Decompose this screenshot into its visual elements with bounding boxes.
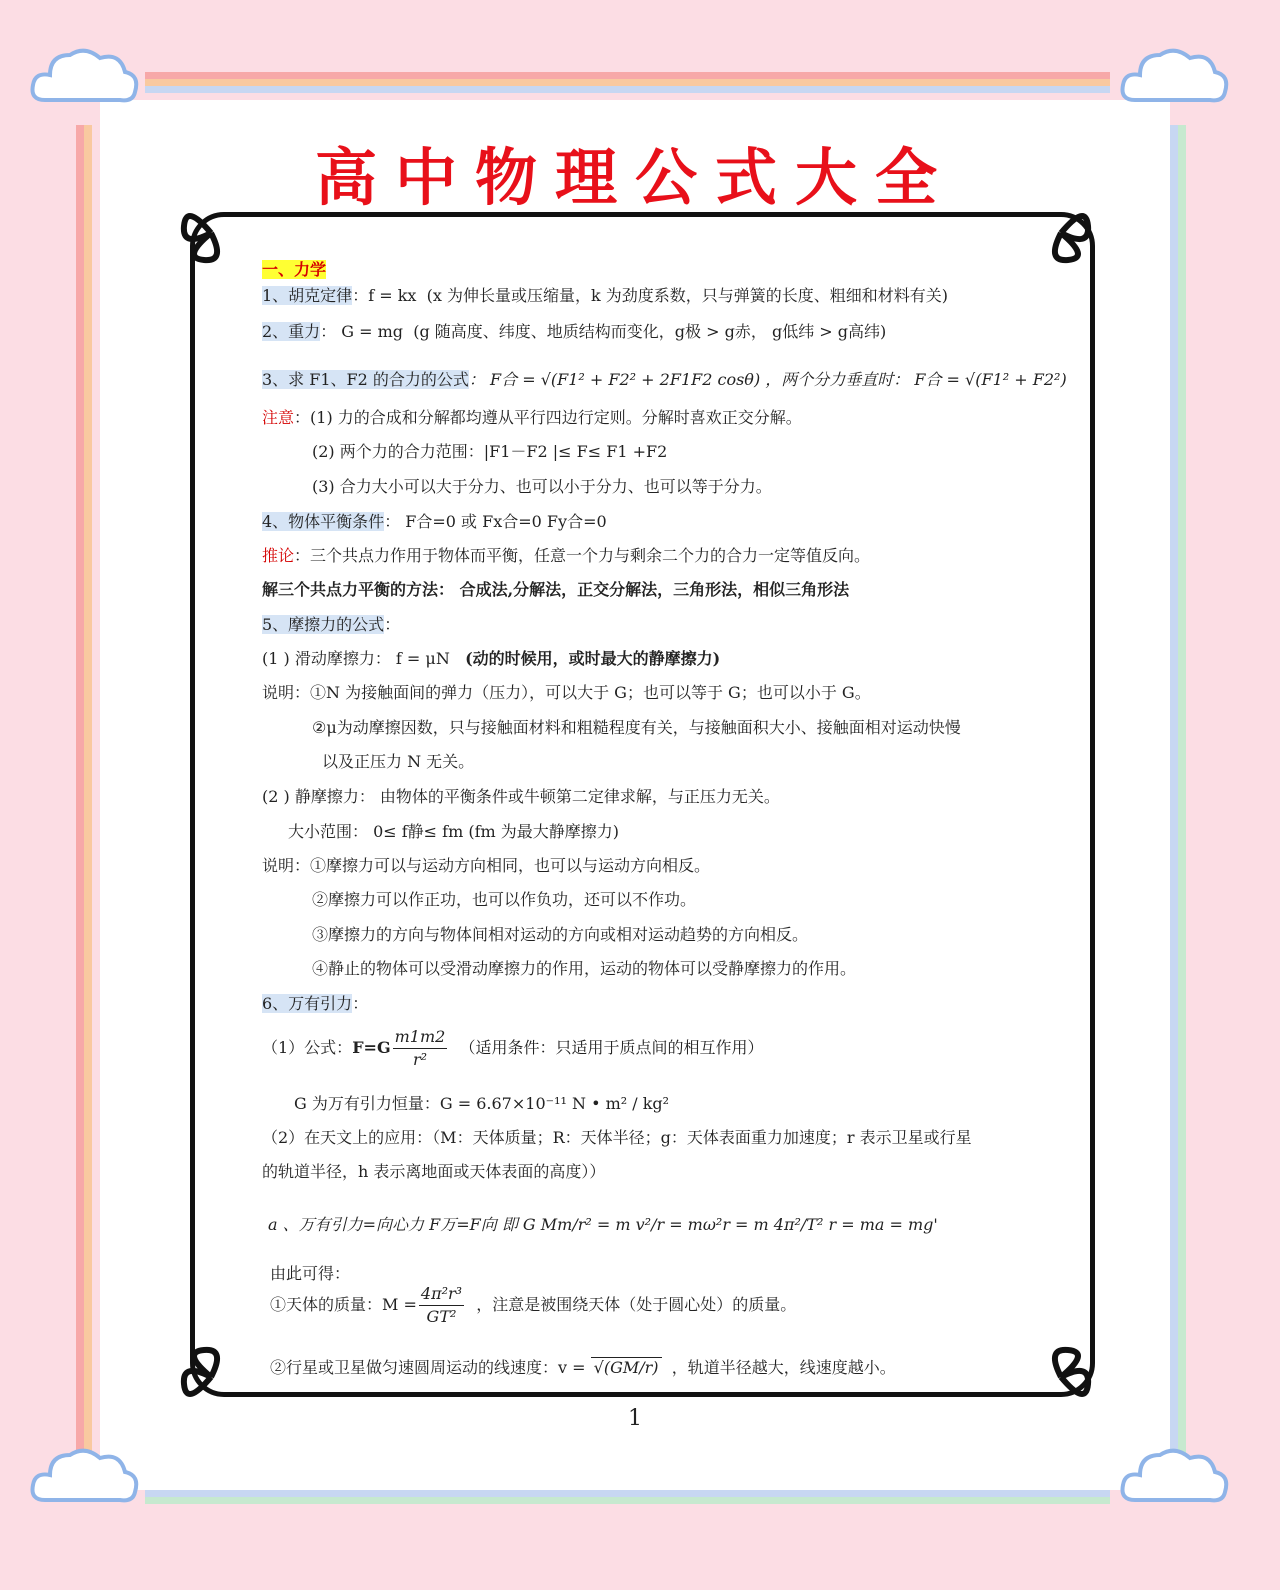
range-line: 大小范围： 0≤ f静≤ fm (fm 为最大静摩擦力) [288, 822, 620, 841]
stripe-right-1 [1170, 125, 1178, 1465]
g-constant-line: G 为万有引力恒量：G = 6.67×10⁻¹¹ N • m² / kg² [294, 1094, 670, 1113]
cloud-icon [1115, 40, 1235, 120]
page-number: 1 [628, 1406, 642, 1431]
kinetic-friction-line: (1 ) 滑动摩擦力： f = μN (动的时候用，或时最大的静摩擦力) [262, 649, 721, 668]
cloud-icon [25, 40, 145, 120]
page-title: 高中物理公式大全 [314, 141, 955, 214]
gravitation-formula-line: （1）公式：F=G $\frac{m1m2}{\text{r²}}$ （适用条件：只适用于质点间的相互作用） [262, 1027, 764, 1069]
stripe-left-2 [84, 125, 92, 1465]
desc-line-1: 说明：①N 为接触面间的弹力（压力），可以大于 G；也可以等于 G；也可以小于 G。 [262, 683, 871, 702]
knot-ornament-icon [176, 198, 246, 268]
knot-ornament-icon [1026, 198, 1096, 268]
derive-line: 由此可得： [270, 1264, 351, 1283]
inference-line: 推论：三个共点力作用于物体而平衡，任意一个力与剩余二个力的合力一定等值反向。 [262, 546, 871, 565]
desc-line-5: ③摩擦力的方向与物体间相对运动的方向或相对运动趋势的方向相反。 [312, 925, 809, 944]
desc-line-2b: 以及正压力 N 无关。 [322, 752, 475, 771]
friction-heading: 5、摩擦力的公式： [262, 615, 401, 634]
desc-line-6: ④静止的物体可以受滑动摩擦力的作用，运动的物体可以受静摩擦力的作用。 [312, 959, 857, 978]
velocity-line: ②行星或卫星做匀速圆周运动的线速度：v = √(GM/r) ，轨道半径越大，线速度越小。 [270, 1358, 896, 1377]
static-friction-line: (2 ) 静摩擦力： 由物体的平衡条件或牛顿第二定律求解，与正压力无关。 [262, 787, 780, 806]
equilibrium-line: 4、物体平衡条件： F合=0 或 Fx合=0 Fy合=0 [262, 512, 607, 531]
astronomy-line-b: 的轨道半径，h 表示离地面或天体表面的高度）） [262, 1162, 606, 1181]
hooke-law-line: 1、胡克定律：f = kx (x 为伸长量或压缩量，k 为劲度系数，只与弹簧的长度、粗细和材料有关) [262, 286, 948, 305]
mass-line: ①天体的质量：M = $\frac{\text{4π²r³}}{\text{GT²}}$ ，注意是被围绕天体（处于圆心处）的质量。 [270, 1284, 797, 1326]
gravitation-heading: 6、万有引力： [262, 994, 369, 1013]
stripe-top-3 [145, 86, 1110, 93]
cloud-icon [25, 1440, 145, 1520]
stripe-right-2 [1178, 125, 1186, 1465]
astronomy-line: （2）在天文上的应用：（M：天体质量；R：天体半径；g：天体表面重力加速度；r 表示卫星或行星 [262, 1128, 972, 1147]
stripe-top-1 [145, 72, 1110, 79]
fraction: $\frac{m1m2}{\text{r²}}$ [394, 1027, 446, 1069]
centripetal-line: a 、万有引力=向心力 F万=F向 即 G Mm/r² = m v²/r = mω²r = m 4π²/T² r = ma = mg' [268, 1215, 938, 1234]
resultant-force-line: 3、求 F1、F2 的合力的公式： F合 = √(F1² + F2² + 2F1F2 cosθ) ，两个分力垂直时： F合 = √(F1² + F2²) [262, 370, 1067, 389]
section-heading: 一、力学 [262, 260, 327, 279]
stripe-bottom-2 [145, 1497, 1110, 1504]
stripe-top-2 [145, 79, 1110, 86]
desc-line-2: ②μ为动摩擦因数，只与接触面材料和粗糙程度有关，与接触面积大小、接触面相对运动快慢 [312, 718, 961, 737]
method-line: 解三个共点力平衡的方法： 合成法,分解法，正交分解法，三角形法，相似三角形法 [262, 580, 850, 599]
desc-line-3: 说明：①摩擦力可以与运动方向相同，也可以与运动方向相反。 [262, 856, 711, 875]
note-line-3: (3) 合力大小可以大于分力、也可以小于分力、也可以等于分力。 [312, 477, 772, 496]
note-line-1: 注意：(1) 力的合成和分解都均遵从平行四边行定则。分解时喜欢正交分解。 [262, 408, 802, 427]
fraction: $\frac{\text{4π²r³}}{\text{GT²}}$ [420, 1284, 463, 1326]
gravity-line: 2、重力： G = mg (g 随高度、纬度、地质结构而变化，g极 > g赤， g低纬 > g高纬) [262, 322, 887, 341]
desc-line-4: ②摩擦力可以作正功，也可以作负功，还可以不作功。 [312, 890, 697, 909]
note-line-2: (2) 两个力的合力范围：|F1－F2 |≤ F≤ F1 +F2 [312, 442, 668, 461]
knot-ornament-icon [176, 1342, 246, 1412]
stripe-left-1 [76, 125, 84, 1465]
knot-ornament-icon [1026, 1342, 1096, 1412]
cloud-icon [1115, 1440, 1235, 1520]
stripe-bottom-1 [145, 1490, 1110, 1497]
